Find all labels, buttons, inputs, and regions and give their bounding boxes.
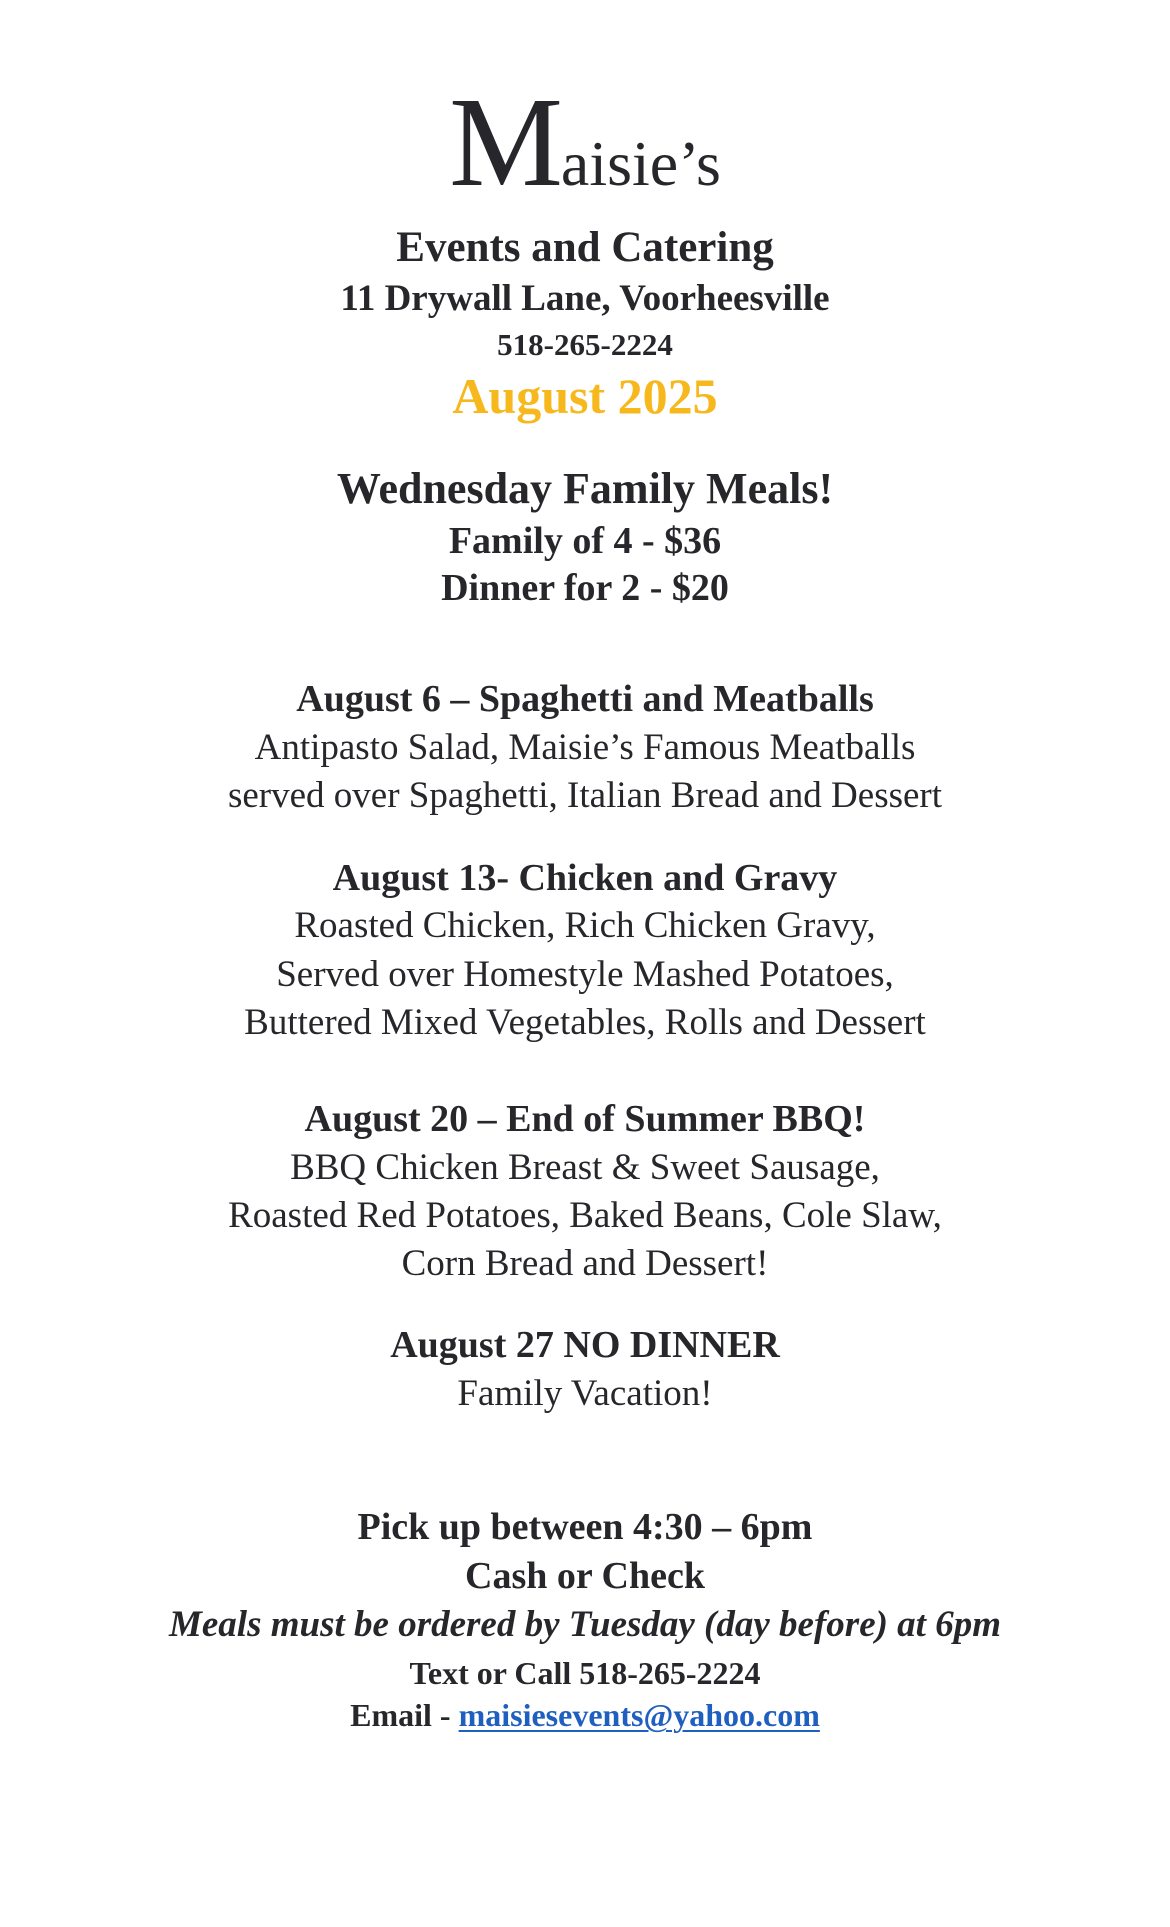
- menu-line: BBQ Chicken Breast & Sweet Sausage,: [290, 1147, 880, 1188]
- menu-heading-aug6: August 6 – Spaghetti and Meatballs: [296, 678, 874, 720]
- menu-heading-aug27: August 27 NO DINNER: [390, 1324, 780, 1366]
- menu-line: Roasted Red Potatoes, Baked Beans, Cole Slaw,: [228, 1195, 942, 1236]
- promo-title: Wednesday Family Meals!: [336, 464, 834, 513]
- menu-line: Corn Bread and Dessert!: [401, 1243, 769, 1284]
- email-line: [0, 1699, 1170, 1731]
- logo-initial: M: [449, 71, 561, 213]
- menu-heading-aug20: August 20 – End of Summer BBQ!: [304, 1098, 866, 1140]
- menu-line: Roasted Chicken, Rich Chicken Gravy,: [294, 905, 876, 946]
- email-link[interactable]: maisiesevents@yahoo.com: [458, 1697, 820, 1733]
- business-phone: 518-265-2224: [497, 327, 673, 362]
- logo: [0, 71, 1170, 213]
- menu-line: Buttered Mixed Vegetables, Rolls and Dessert: [244, 1002, 926, 1043]
- price-family: Family of 4 - $36: [448, 520, 722, 562]
- month-title: August 2025: [452, 368, 718, 424]
- logo-rest: aisie’s: [560, 128, 721, 199]
- business-address: 11 Drywall Lane, Voorheesville: [340, 278, 830, 319]
- menu-line: served over Spaghetti, Italian Bread and Dessert: [227, 775, 943, 816]
- payment-methods: Cash or Check: [465, 1555, 705, 1597]
- business-subtitle: Events and Catering: [396, 224, 774, 271]
- order-deadline: Meals must be ordered by Tuesday (day before) at 6pm: [168, 1604, 1001, 1645]
- menu-line: Antipasto Salad, Maisie’s Famous Meatballs: [254, 727, 916, 768]
- menu-heading-aug13: August 13- Chicken and Gravy: [332, 857, 838, 899]
- pickup-time: Pick up between 4:30 – 6pm: [357, 1506, 813, 1548]
- menu-line: Family Vacation!: [457, 1373, 713, 1414]
- email-label: Email -: [350, 1697, 459, 1733]
- price-couple: Dinner for 2 - $20: [441, 567, 729, 609]
- menu-line: Served over Homestyle Mashed Potatoes,: [276, 954, 894, 995]
- contact-phone: Text or Call 518-265-2224: [409, 1655, 761, 1691]
